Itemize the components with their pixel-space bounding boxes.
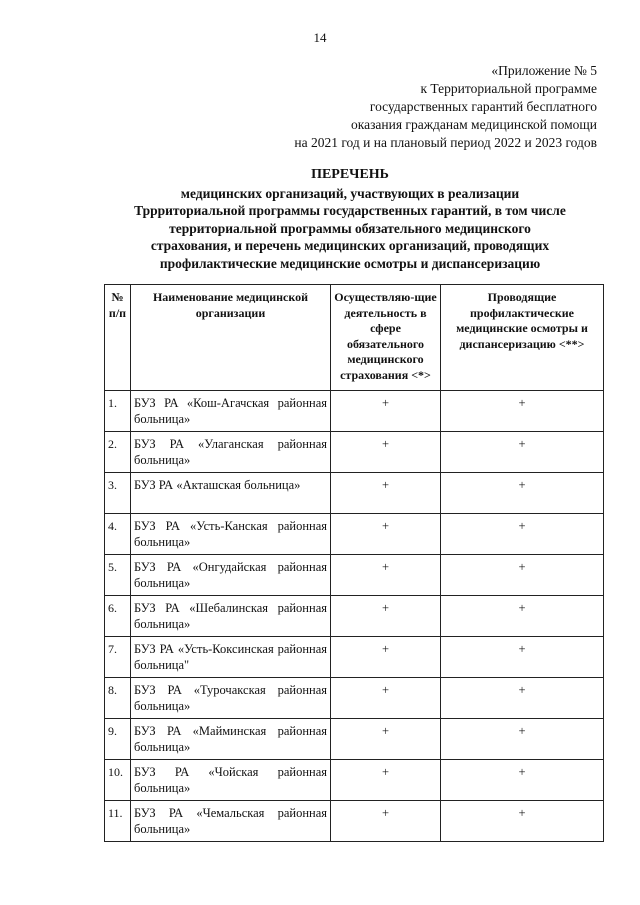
preventive-mark: +: [441, 801, 604, 842]
preventive-mark: +: [441, 719, 604, 760]
organizations-table: [104, 284, 604, 842]
table-row: [105, 760, 604, 801]
row-number: 3.: [105, 473, 131, 514]
preventive-mark: +: [441, 637, 604, 678]
row-number: 1.: [105, 391, 131, 432]
title-heading: ПЕРЕЧЕНЬ: [311, 167, 389, 182]
row-number: 7.: [105, 637, 131, 678]
organization-name: БУЗ РА «Чойская районная больница»: [131, 760, 331, 801]
title-line: Тррриториальной программы государственных гарантий, в том числе: [134, 203, 566, 218]
document-title: [90, 166, 610, 272]
row-number: 4.: [105, 514, 131, 555]
title-line: медицинских организаций, участвующих в реализации: [180, 185, 520, 201]
appendix-line: «Приложение № 5: [491, 63, 597, 78]
oms-mark: +: [331, 719, 441, 760]
table-row: [105, 678, 604, 719]
title-line: профилактические медицинские осмотры и диспансеризацию: [159, 255, 541, 271]
header-number: № п/п: [105, 285, 131, 391]
organization-name: БУЗ РА «Усть-Коксинская районная больница": [131, 637, 331, 678]
oms-mark: +: [331, 391, 441, 432]
organization-name: БУЗ РА «Улаганская районная больница»: [131, 432, 331, 473]
table-row: [105, 432, 604, 473]
organization-name: БУЗ РА «Чемальская районная больница»: [131, 801, 331, 842]
organization-name: БУЗ РА «Турочакская районная больница»: [131, 678, 331, 719]
organization-name: БУЗ РА «Акташская больница»: [131, 473, 331, 514]
preventive-mark: +: [441, 678, 604, 719]
appendix-line: государственных гарантий бесплатного: [369, 99, 597, 114]
table-row: [105, 555, 604, 596]
preventive-mark: +: [441, 514, 604, 555]
title-line: территориальной программы обязательного медицинского: [169, 220, 531, 236]
table-row: [105, 473, 604, 514]
row-number: 10.: [105, 760, 131, 801]
title-line: страхования, и перечень медицинских организаций, проводящих: [150, 238, 550, 253]
row-number: 9.: [105, 719, 131, 760]
row-number: 8.: [105, 678, 131, 719]
appendix-line: к Территориальной программе: [420, 81, 597, 96]
appendix-reference: [177, 62, 597, 152]
row-number: 11.: [105, 801, 131, 842]
oms-mark: +: [331, 596, 441, 637]
oms-mark: +: [331, 637, 441, 678]
organization-name: БУЗ РА «Шебалинская районная больница»: [131, 596, 331, 637]
page-number: 14: [313, 30, 327, 45]
oms-mark: +: [331, 801, 441, 842]
appendix-line: оказания гражданам медицинской помощи: [350, 117, 597, 132]
appendix-line: на 2021 год и на плановый период 2022 и 2023 годов: [294, 135, 597, 150]
preventive-mark: +: [441, 473, 604, 514]
table-row: [105, 801, 604, 842]
table-row: [105, 514, 604, 555]
preventive-mark: +: [441, 555, 604, 596]
preventive-mark: +: [441, 391, 604, 432]
oms-mark: +: [331, 760, 441, 801]
row-number: 6.: [105, 596, 131, 637]
preventive-mark: +: [441, 760, 604, 801]
preventive-mark: +: [441, 432, 604, 473]
table-row: [105, 391, 604, 432]
table-header-row: [105, 285, 604, 391]
organization-name: БУЗ РА «Кош-Агачская районная больница»: [131, 391, 331, 432]
preventive-mark: +: [441, 596, 604, 637]
header-oms: Осуществляю-щие деятельность в сфере обязательного медицинского страхования <*>: [331, 285, 441, 391]
table-row: [105, 719, 604, 760]
organization-name: БУЗ РА «Онгудайская районная больница»: [131, 555, 331, 596]
oms-mark: +: [331, 678, 441, 719]
oms-mark: +: [331, 514, 441, 555]
oms-mark: +: [331, 432, 441, 473]
header-organization-name: Наименование медицинской организации: [131, 285, 331, 391]
oms-mark: +: [331, 473, 441, 514]
table-row: [105, 596, 604, 637]
row-number: 2.: [105, 432, 131, 473]
header-preventive-exams: Проводящие профилактические медицинские осмотры и диспансеризацию <**>: [441, 285, 604, 391]
oms-mark: +: [331, 555, 441, 596]
row-number: 5.: [105, 555, 131, 596]
table-row: [105, 637, 604, 678]
organization-name: БУЗ РА «Усть-Канская районная больница»: [131, 514, 331, 555]
organization-name: БУЗ РА «Майминская районная больница»: [131, 719, 331, 760]
